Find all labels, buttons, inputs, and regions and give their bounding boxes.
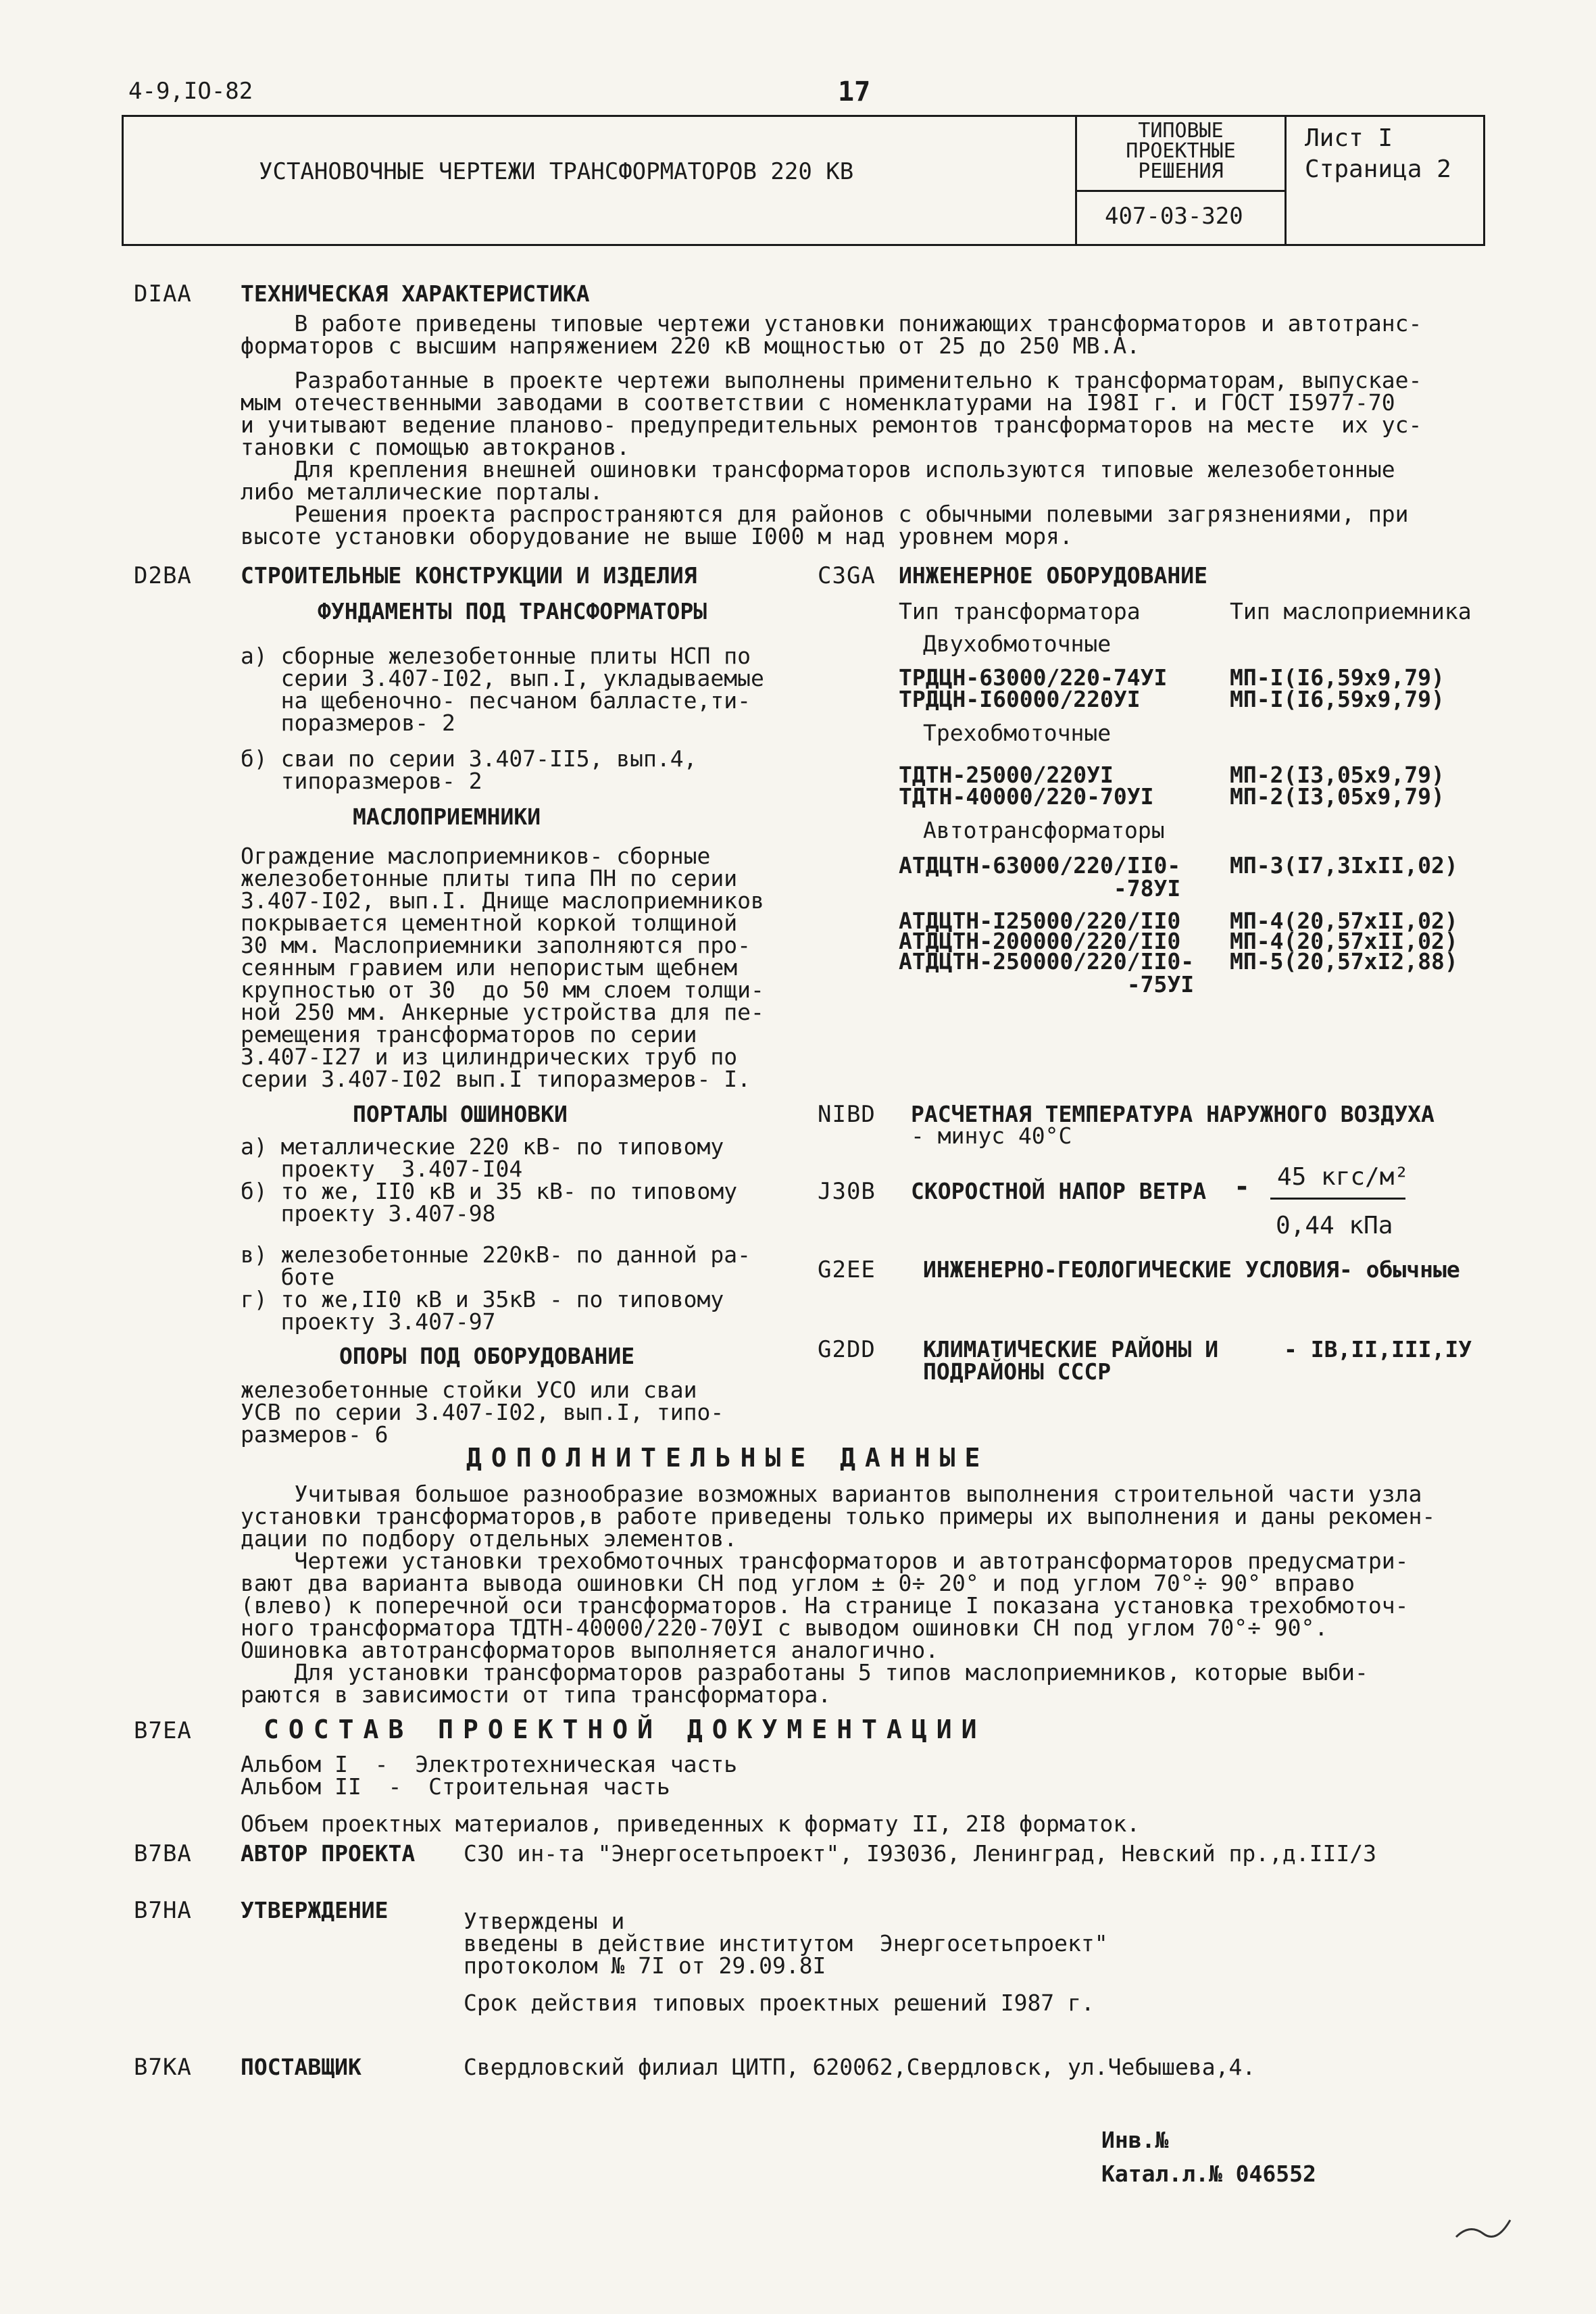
group-two-winding: Двухобмоточные [923, 631, 1112, 657]
table-row: МП-4(20,57хII,02) [1230, 908, 1458, 934]
code-b7ka: B7KA [134, 2054, 192, 2081]
table-row: ТДТН-40000/220-70УI [899, 783, 1154, 810]
supplier-value: Свердловский филиал ЦИТП, 620062,Свердловск, ул.Чебышева,4. [464, 2054, 1256, 2080]
composition-heading: СОСТАВ ПРОЕКТНОЙ ДОКУМЕНТАЦИИ [264, 1715, 987, 1744]
page-label: Страница 2 [1305, 155, 1451, 183]
table-row: ТДТН-25000/220УI [899, 762, 1114, 788]
fraction-line [1270, 1198, 1405, 1200]
table-row: МП-I(I6,59х9,79) [1230, 686, 1445, 712]
code-n1bd: NIBD [818, 1101, 876, 1128]
oil-text: Ограждение маслоприемников- сборные железобетонные плиты типа ПН по серии 3.407-I02, вып.I. Днище маслоприемников покрывается цементной коркой толщиной 30 мм. Маслоприемники заполняются про- сеянным гравием или непористым щебнем крупностью от 30 до 50 мм слоем толщи- ной 250 мм. Анкерные устройства для пе- ремещения трансформаторов по серии 3.407-I27 и из цилиндрических труб по серии 3.407-I02 вып.I типоразмеров- I. [241, 843, 764, 1092]
table-row: -78УI [899, 875, 1181, 902]
composition-list: Альбом I - Электротехническая часть Альбом II - Строительная часть Объем проектных материалов, приведенных к формату II, 2I8 форматок. [241, 1751, 1141, 1837]
construction-heading: СТРОИТЕЛЬНЫЕ КОНСТРУКЦИИ И ИЗДЕЛИЯ [241, 562, 697, 589]
portals-list: а) металлические 220 кВ- по типовому проекту 3.407-I04 б) то же, II0 кВ и 35 кВ- по типовому проекту 3.407-98 в) железобетонные 220кВ- по данной ра- боте г) то же,II0 кВ и 35кВ - по типовому проекту 3.407-97 [241, 1133, 751, 1335]
header-title: УСТАНОВОЧНЫЕ ЧЕРТЕЖИ ТРАНСФОРМАТОРОВ 220 КВ [259, 158, 854, 185]
foundations-list: а) сборные железобетонные плиты НСП по серии 3.407-I02, вып.I, укладываемые на щебеночно- песчаном балласте,ти- поразмеров- 2 б) сваи по серии 3.407-II5, вып.4, типоразмеров- 2 [241, 643, 764, 794]
table-row: АТДЦТН-I25000/220/II0 [899, 908, 1181, 934]
code-g2ee: G2EE [818, 1256, 876, 1283]
table-row: МП-4(20,57хII,02) [1230, 928, 1458, 954]
header-box [122, 115, 1485, 246]
code-g2dd: G2DD [818, 1336, 876, 1363]
code-d2ba: D2BA [134, 562, 192, 589]
code-b7ba: B7BA [134, 1840, 192, 1867]
code-c3ga: C3GA [818, 562, 876, 589]
oil-heading: МАСЛОПРИЕМНИКИ [353, 804, 541, 830]
approval-label: УТВЕРЖДЕНИЕ [241, 1897, 389, 1923]
additional-text: Учитывая большое разнообразие возможных вариантов выполнения строительной части узла установки трансформаторов,в работе приведены только примеры их выполнения и даны рекомен- дации по подбору отдельных элементов. Чертежи установки трехобмоточных трансформаторов и автотрансформаторов предусматри- вают два варианта вывода ошиновки СН под углом ± 0÷ 20° и под углом 70°÷ 90° вправо (влево) к поперечной оси трансформаторов. На странице I показана установка трехобмоточ- ного трансформатора ТДТН-40000/220-70УI с выводом ошиновки СН под углом 70°÷ 90°. Ошиновка автотрансформаторов выполняется аналогично. Для установки трансформаторов разработаны 5 типов маслоприемников, которые выби- раются в зависимости от типа трансформатора. [241, 1481, 1436, 1708]
author-label: АВТОР ПРОЕКТА [241, 1840, 416, 1867]
code-j30b: J30B [818, 1178, 876, 1205]
col-transformer-type: Тип трансформатора [899, 598, 1141, 624]
regions-label: КЛИМАТИЧЕСКИЕ РАЙОНЫ И ПОДРАЙОНЫ СССР [923, 1336, 1219, 1385]
tech-heading: ТЕХНИЧЕСКАЯ ХАРАКТЕРИСТИКА [241, 280, 590, 307]
geology-label: ИНЖЕНЕРНО-ГЕОЛОГИЧЕСКИЕ УСЛОВИЯ- обычные [923, 1256, 1460, 1283]
table-row: МП-3(I7,3IхII,02) [1230, 852, 1458, 879]
table-row: МП-2(I3,05х9,79) [1230, 783, 1445, 810]
table-row: -75УI [899, 971, 1195, 998]
table-row: АТДЦТН-63000/220/II0- [899, 852, 1181, 879]
series-number: 407-03-320 [1105, 203, 1243, 230]
table-row: ТРДЦН-I60000/220УI [899, 686, 1141, 712]
author-value: СЗО ин-та "Энергосетьпроект", I93036, Ленинград, Невский пр.,д.III/3 [464, 1840, 1377, 1867]
group-three-winding: Трехобмоточные [923, 720, 1112, 746]
handwritten-mark-icon [1453, 2210, 1514, 2244]
additional-heading: ДОПОЛНИТЕЛЬНЫЕ ДАННЫЕ [466, 1443, 990, 1473]
wind-label: СКОРОСТНОЙ НАПОР ВЕТРА [911, 1178, 1207, 1204]
supports-text: железобетонные стойки УСО или сваи УСВ по серии 3.407-I02, вып.I, типо- размеров- 6 [241, 1377, 724, 1448]
sheet-label: Лист I [1305, 124, 1393, 152]
group-autotransformers: Автотрансформаторы [923, 817, 1165, 843]
foundations-heading: ФУНДАМЕНТЫ ПОД ТРАНСФОРМАТОРЫ [318, 598, 707, 624]
temperature-value: - минус 40°С [911, 1123, 1072, 1149]
inventory-number: Инв.№ [1101, 2127, 1169, 2153]
regions-value: - IВ,II,III,IУ [1284, 1336, 1472, 1362]
table-row: МП-2(I3,05х9,79) [1230, 762, 1445, 788]
series-label: ТИПОВЫЕ ПРОЕКТНЫЕ РЕШЕНИЯ [1126, 119, 1236, 183]
table-row: МП-I(I6,59х9,79) [1230, 664, 1445, 691]
table-row: ТРДЦН-63000/220-74УI [899, 664, 1168, 691]
code-b7ea: B7EA [134, 1717, 192, 1744]
table-row: АТДЦТН-250000/220/II0- [899, 948, 1195, 975]
temperature-label: РАСЧЕТНАЯ ТЕМПЕРАТУРА НАРУЖНОГО ВОЗДУХА [911, 1101, 1435, 1127]
document-code: 4-9,IO-82 [128, 78, 253, 105]
table-row: АТДЦТН-200000/220/II0 [899, 928, 1181, 954]
table-row: МП-5(20,57хI2,88) [1230, 948, 1458, 975]
col-oil-receiver-type: Тип маслоприемника [1230, 598, 1472, 624]
page-number: 17 [838, 76, 871, 107]
code-b7ha: B7HA [134, 1897, 192, 1924]
portals-heading: ПОРТАЛЫ ОШИНОВКИ [353, 1101, 568, 1127]
wind-dash: - [1234, 1171, 1251, 1202]
catalog-number: Катал.л.№ 046552 [1101, 2161, 1316, 2187]
supplier-label: ПОСТАВЩИК [241, 2054, 361, 2080]
code-d1aa: DIAA [134, 280, 192, 307]
wind-denominator: 0,44 кПа [1276, 1212, 1393, 1239]
engineering-heading: ИНЖЕНЕРНОЕ ОБОРУДОВАНИЕ [899, 562, 1207, 589]
tech-text: В работе приведены типовые чертежи установки понижающих трансформаторов и автотранс- форматоров с высшим напряжением 220 кВ мощностью от 25 до 250 МВ.А. Разработанные в проекте чертежи выполнены применительно к трансформаторам, выпускае- мым отечественными заводами в соответствии с номенклатурами на I98I г. и ГОСТ I5977-70 и учитывают ведение планово- предупредительных ремонтов трансформаторов на месте их ус- тановки с помощью автокранов. Для крепления внешней ошиновки трансформаторов используются типовые железобетонные либо металлические порталы. Решения проекта распространяются для районов с обычными полевыми загрязнениями, при высоте установки оборудование не выше I000 м над уровнем моря. [241, 310, 1422, 549]
approval-text: Утверждены и введены в действие институтом Энергосетьпроект" протоколом № 7I от 29.09.8I Срок действия типовых проектных решений I987 г. [464, 1908, 1108, 2016]
wind-numerator: 45 кгс/м² [1277, 1163, 1410, 1191]
supports-heading: ОПОРЫ ПОД ОБОРУДОВАНИЕ [339, 1343, 635, 1369]
